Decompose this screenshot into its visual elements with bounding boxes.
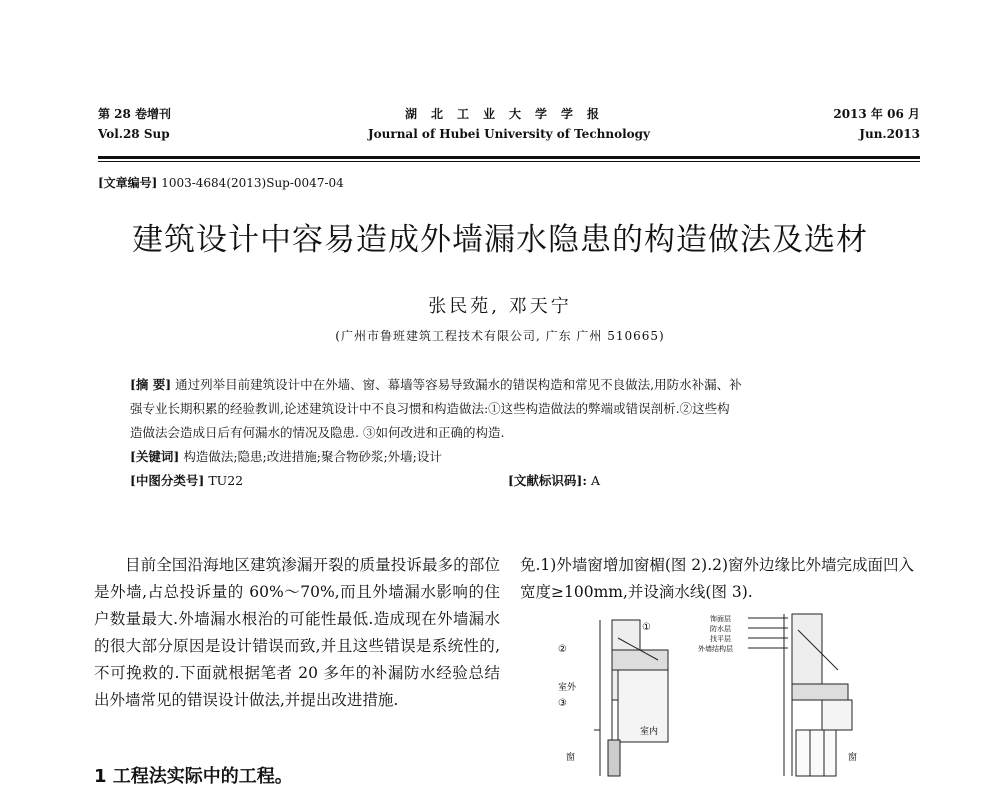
fig-label: 窗	[848, 753, 858, 763]
fig-label: 防水层	[710, 625, 731, 633]
fig-label: ③	[558, 698, 567, 709]
body-paragraph: 目前全国沿海地区建筑渗漏开裂的质量投诉最多的部位是外墙,占总投诉量的 60%～70%,而且外墙漏水影响的住户数量最大.外墙漏水根治的可能性最低.造成现在外墙漏水的很大部分原因是设计错误而致,并且这些错误是系统性的,不可挽救的.下面就根据笔者 20 多年的补漏防水经验总结出外墙常见的错误设计做法,并提出改进措施.	[94, 556, 500, 709]
fig-label: 室内	[640, 727, 659, 737]
body-right-column	[520, 552, 920, 606]
authors: 张民苑, 邓天宁	[428, 296, 572, 317]
figure-right-detail	[748, 614, 852, 776]
body-left-column	[94, 552, 500, 714]
running-header	[98, 104, 920, 154]
abstract-line: [摘 要] 通过列举目前建筑设计中在外墙、窗、幕墙等容易导致漏水的错误构造和常见不良做法,用防水补漏、补	[130, 377, 742, 392]
article-number: [文章编号] 1003-4684(2013)Sup-0047-04	[98, 176, 344, 190]
header-rule-thin	[98, 161, 920, 162]
classification-line: [中图分类号] TU22 [文献标识码]: A	[130, 469, 886, 491]
abstract-line: 强专业长期积累的经验教训,论述建筑设计中不良习惯和构造做法:①这些构造做法的弊端或错误剖析.②这些构	[130, 401, 730, 416]
fig-label: 外墙结构层	[698, 645, 733, 653]
figure-drawing	[548, 610, 888, 776]
paper-title: 建筑设计中容易造成外墙漏水隐患的构造做法及选材	[132, 222, 868, 258]
fig-label: ②	[558, 644, 567, 655]
journal-name: 湖北工业大学学报 Journal of Hubei University of Technology	[367, 107, 651, 141]
fig-label: 找平层	[710, 635, 731, 643]
section-heading: 1 工程法实际中的工程。	[94, 766, 293, 787]
abstract-line: 造做法会造成日后有何漏水的情况及隐患. ③如何改进和正确的构造.	[130, 425, 505, 440]
volume-info: 第 28 卷增刊 Vol.28 Sup	[98, 107, 172, 141]
affiliation: (广州市鲁班建筑工程技术有限公司, 广东 广州 510665)	[335, 329, 665, 343]
figure-left-detail	[594, 620, 668, 776]
figure-window-details	[548, 610, 888, 776]
keywords-line: [关键词] 构造做法;隐患;改进措施;聚合物砂浆;外墙;设计	[130, 449, 442, 464]
body-paragraph: 免.1)外墙窗增加窗楣(图 2).2)窗外边缘比外墙完成面凹入宽度≥100mm,并设滴水线(图 3).	[520, 556, 915, 601]
fig-label: ①	[642, 622, 651, 633]
header-rule-thick	[98, 156, 920, 159]
abstract-block	[130, 373, 886, 491]
fig-label: 室外	[558, 683, 577, 693]
document-code: [文献标识码]: A	[508, 473, 600, 488]
fig-label: 窗	[566, 753, 576, 763]
fig-label: 饰面层	[710, 615, 731, 623]
issue-date: 2013 年 06 月 Jun.2013	[833, 107, 920, 141]
